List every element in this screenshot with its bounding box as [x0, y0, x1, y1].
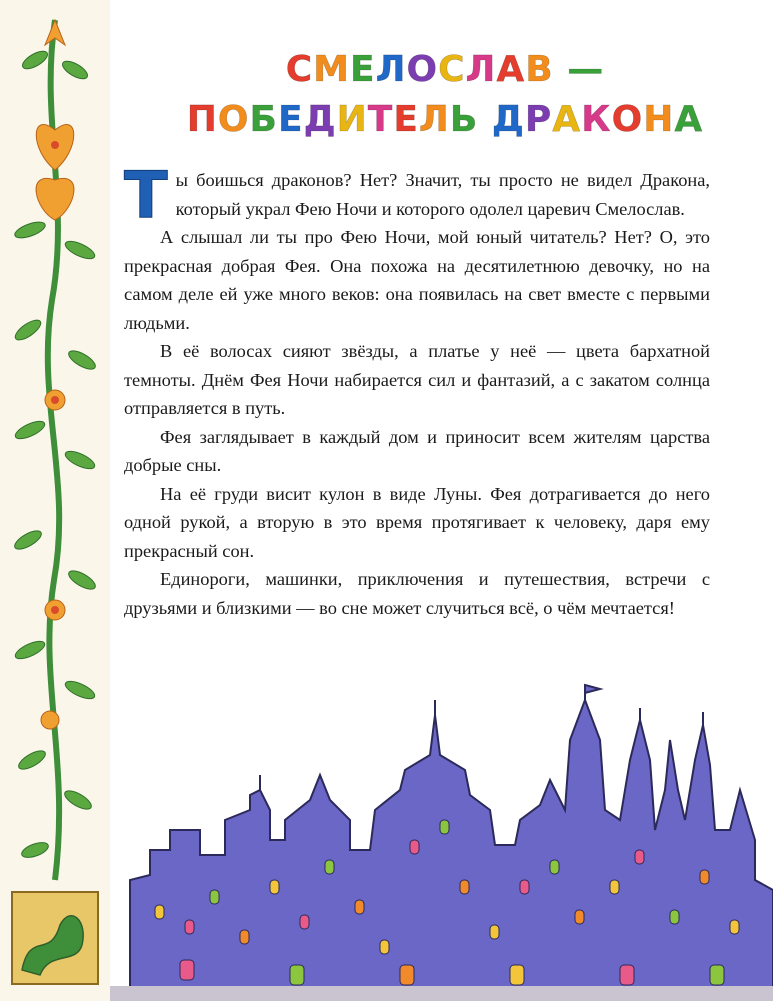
title-letter: Е: [349, 49, 376, 90]
title-letter: О: [611, 99, 644, 140]
title-letter: А: [674, 99, 704, 140]
title-letter: [478, 102, 492, 138]
castle-illustration: [110, 680, 773, 1001]
drop-cap: Т: [124, 159, 168, 233]
title-letter: Л: [418, 99, 450, 140]
castle-window: [240, 930, 249, 944]
castle-window: [620, 965, 634, 985]
story-paragraph: А слышал ли ты про Фею Ночи, мой юный читатель? Нет? О, это прекрасная добрая Фея. Она похожа на десятилетнюю девочку, но на самом деле ей уже много веков: она появилась на свет вместе с первыми людьми.: [124, 227, 710, 333]
title-letter: М: [313, 49, 350, 90]
castle-window: [635, 850, 644, 864]
title-letter: О: [406, 49, 439, 90]
castle-window: [355, 900, 364, 914]
title-letter: П: [186, 99, 218, 140]
castle-window: [210, 890, 219, 904]
title-letter: [554, 52, 568, 88]
castle-window: [180, 960, 194, 980]
title-letter: Н: [643, 99, 675, 140]
title-letter: Л: [375, 49, 407, 90]
castle-window: [575, 910, 584, 924]
story-title-line-2: [130, 99, 760, 140]
castle-window: [520, 880, 529, 894]
title-letter: Ь: [449, 99, 479, 140]
castle-window: [440, 820, 449, 834]
castle-window: [550, 860, 559, 874]
title-letter: С: [285, 49, 314, 90]
story-title-line-1: [130, 49, 760, 90]
castle-window: [155, 905, 164, 919]
story-paragraph: В её волосах сияют звёзды, а платье у неё — цвета бархатной темноты. Днём Фея Ночи набирается сил и фантазий, а с закатом солнца отправляется в путь.: [124, 341, 710, 418]
title-letter: А: [552, 99, 582, 140]
title-letter: Т: [367, 99, 394, 140]
title-letter: Е: [393, 99, 419, 140]
title-letter: К: [581, 99, 612, 140]
title-letter: —: [567, 49, 605, 90]
castle-window: [730, 920, 739, 934]
story-paragraph: [124, 159, 710, 233]
castle-window: [300, 915, 309, 929]
title-letter: И: [336, 99, 368, 140]
story-paragraph: Единороги, машинки, приключения и путешествия, встречи с друзьями и близкими — во сне может случиться всё, о чём мечтается!: [124, 569, 710, 618]
title-letter: О: [217, 99, 250, 140]
castle-window: [610, 880, 619, 894]
castle-window: [290, 965, 304, 985]
title-letter: Б: [249, 99, 278, 140]
title-letter: Д: [303, 99, 337, 140]
castle-window: [380, 940, 389, 954]
title-letter: А: [496, 49, 526, 90]
castle-window: [670, 910, 679, 924]
story-paragraph: Фея заглядывает в каждый дом и приносит всем жителям царства добрые сны.: [124, 426, 710, 475]
title-letter: Л: [465, 49, 497, 90]
title-letter: Е: [277, 99, 304, 140]
castle-window: [270, 880, 279, 894]
castle-window: [400, 965, 414, 985]
title-letter: В: [525, 49, 554, 90]
castle-window: [460, 880, 469, 894]
title-letter: С: [438, 49, 466, 90]
castle-window: [325, 860, 334, 874]
castle-window: [185, 920, 194, 934]
castle-window: [410, 840, 419, 854]
story-paragraph: На её груди висит кулон в виде Луны. Фея дотрагивается до него одной рукой, а вторую в это время протягивает к человеку, даря ему прекрасный сон.: [124, 483, 710, 561]
title-letter: Д: [491, 99, 525, 140]
castle-window: [490, 925, 499, 939]
floral-border: [0, 0, 110, 1001]
castle-window: [710, 965, 724, 985]
title-letter: Р: [524, 99, 553, 140]
castle-window: [700, 870, 709, 884]
castle-window: [510, 965, 524, 985]
story-text: [124, 159, 710, 622]
paragraph-text: ы боишься драконов? Нет? Значит, ты просто не видел Дракона, который украл Фею Ночи и которого одолел царевич Смелослав.: [175, 170, 710, 219]
